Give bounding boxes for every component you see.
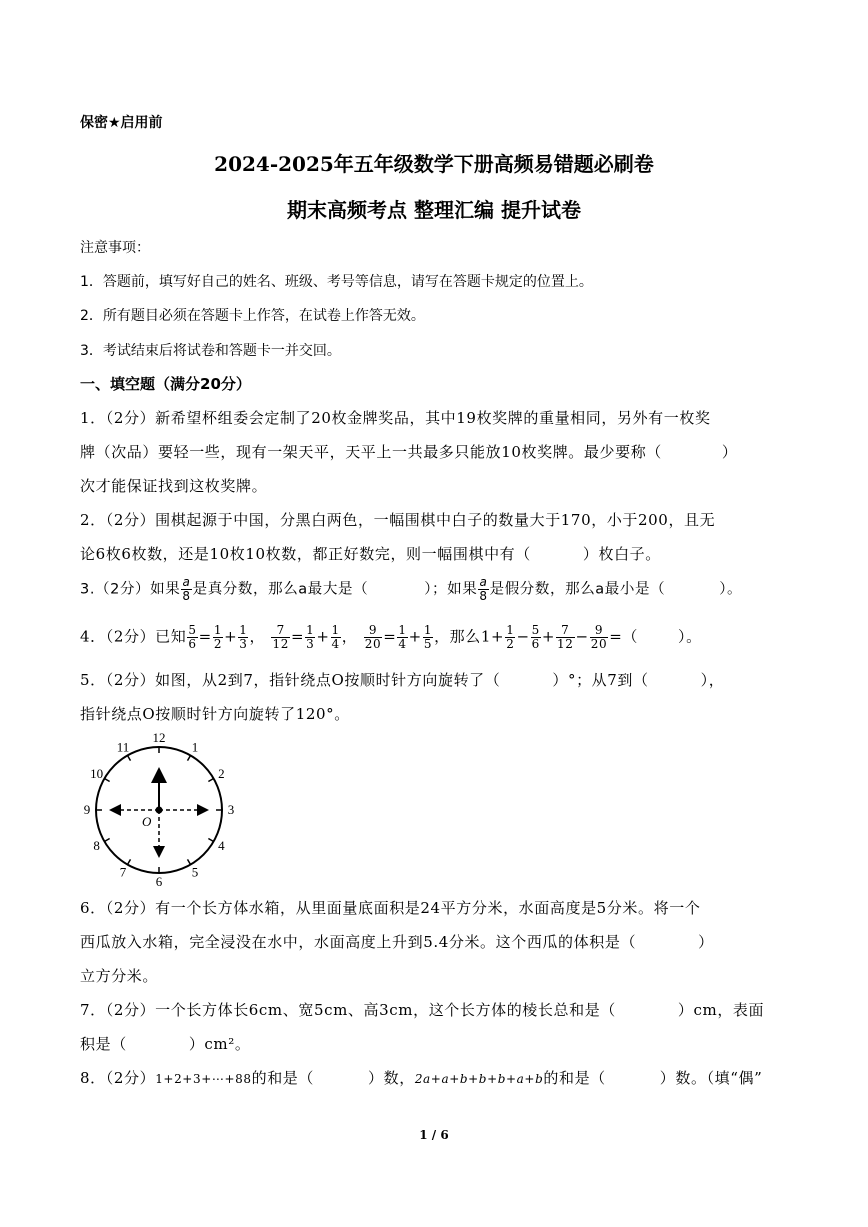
clock-number: 8 <box>93 838 100 853</box>
clock-number: 3 <box>227 802 235 817</box>
section-heading: 一、填空题（满分20分） <box>80 375 251 393</box>
clock-tick <box>104 779 109 782</box>
q4-line: 4．（2分）已知 $\frac{5}{6}$ = $\frac{1}{2}$ + $\frac{1}{3}$ ， $\frac{7}{12}$ = $\frac{1}{3}$ + $\frac{1}{4}$ ， $\frac{9}{20}$ = $\frac{1}{4}$ + $\frac{1}{5}$ ，那么1+ $\frac{1}{2}$ − $\frac{5}{6}$ + $\frac{7}{12}$ − $\frac{9}{20}$ =（ ）。 <box>80 623 702 651</box>
clock-number: 6 <box>155 874 163 889</box>
page-number: 1 / 6 <box>419 1128 449 1142</box>
q2-line-2: 论6枚6枚数，还是10枚10枚数，都正好数完，则一幅围棋中有（ ）枚白子。 <box>80 545 661 563</box>
center-label: O <box>142 814 152 829</box>
clock-number: 1 <box>191 739 199 755</box>
clock-tick <box>128 859 131 864</box>
notice-heading: 注意事项： <box>80 240 150 256</box>
notice-item-3: 3．考试结束后将试卷和答题卡一并交回。 <box>80 343 341 359</box>
clock-number: 12 <box>152 733 166 745</box>
q2-line-1: 2．（2分）围棋起源于中国，分黑白两色，一幅围棋中白子的数量大于170，小于200，且无 <box>80 511 716 529</box>
clock-number: 2 <box>218 766 225 781</box>
q1-line-1: 1．（2分）新希望杯组委会定制了20枚金牌奖品，其中19枚奖牌的重量相同，另外有一枚奖 <box>80 409 711 427</box>
q6-line-2: 西瓜放入水箱，完全浸没在水中，水面高度上升到5.4分米。这个西瓜的体积是（ ） <box>80 933 714 951</box>
exam-subtitle: 期末高频考点 整理汇编 提升试卷 <box>287 198 581 222</box>
q7-line-1: 7．（2分）一个长方体长6cm、宽5cm、高3cm，这个长方体的棱长总和是（ ）cm，表面 <box>80 1001 765 1019</box>
q6-line-3: 立方分米。 <box>80 967 159 985</box>
clock-tick <box>208 779 213 782</box>
q1-line-2: 牌（次品）要轻一些，现有一架天平，天平上一共最多只能放10枚奖牌。最少要称（ ） <box>80 443 738 461</box>
clock-number: 5 <box>191 864 199 880</box>
clock-tick <box>128 755 131 760</box>
q3-line: 3.（2分）如果 $\frac{a}{8}$ 是真分数，那么a最大是（ ）；如果 $\frac{a}{8}$ 是假分数，那么a最小是（ ）。 <box>80 575 743 603</box>
clock-tick <box>104 839 109 842</box>
clock-center <box>156 807 163 814</box>
q8-line: 8．（2分）1+2+3+⋯+88的和是（ ）数，2a+a+b+b+b+a+b的和是（ ）数。（填“偶” <box>80 1069 763 1087</box>
q5-line-2: 指针绕点O按顺时针方向旋转了120°。 <box>80 705 350 723</box>
fraction-a-over-8: $\frac{a}{8}$ <box>479 575 488 603</box>
clock-diagram <box>84 733 244 893</box>
q7-line-2: 积是（ ）cm²。 <box>80 1035 251 1053</box>
q1-line-3: 次才能保证找到这枚奖牌。 <box>80 477 268 495</box>
clock-number: 4 <box>218 838 225 853</box>
clock-number: 11 <box>116 739 130 755</box>
clock-tick <box>188 755 191 760</box>
fraction-a-over-8: $\frac{a}{8}$ <box>182 575 191 603</box>
clock-number: 9 <box>84 802 91 817</box>
clock-tick <box>188 859 191 864</box>
q5-line-1: 5．（2分）如图，从2到7，指针绕点O按顺时针方向旋转了（ ）°；从7到（ ）， <box>80 671 725 689</box>
clock-tick <box>208 839 213 842</box>
clock-number: 10 <box>90 766 104 781</box>
confidential-label: 保密★启用前 <box>80 115 163 131</box>
clock-number: 7 <box>119 864 127 880</box>
q6-line-1: 6．（2分）有一个长方体水箱，从里面量底面积是24平方分米，水面高度是5分米。将一个 <box>80 899 701 917</box>
notice-item-2: 2．所有题目必须在答题卡上作答，在试卷上作答无效。 <box>80 308 425 324</box>
notice-item-1: 1．答题前，填写好自己的姓名、班级、考号等信息，请写在答题卡规定的位置上。 <box>80 274 593 290</box>
exam-title: 2024-2025年五年级数学下册高频易错题必刷卷 <box>214 152 654 176</box>
